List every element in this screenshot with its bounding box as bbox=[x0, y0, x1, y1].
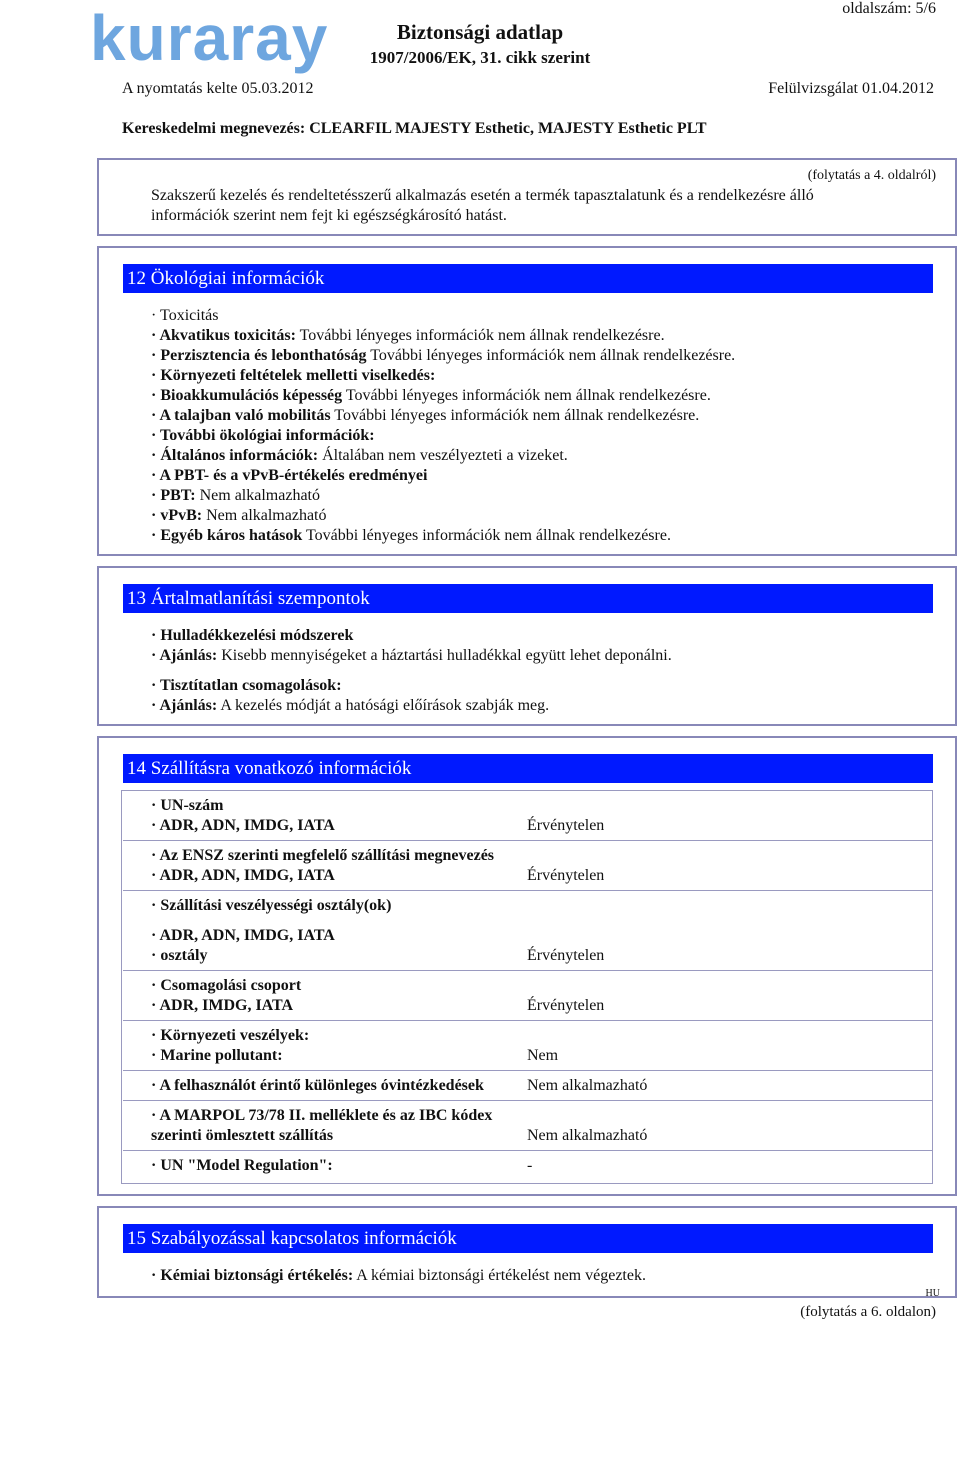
section-12 bbox=[97, 246, 957, 556]
hazard-class-value: Érvénytelen bbox=[527, 947, 605, 964]
divider bbox=[123, 1070, 933, 1071]
shipping-name-mode: · ADR, ADN, IMDG, IATA bbox=[151, 867, 335, 884]
print-date: A nyomtatás kelte 05.03.2012 bbox=[122, 80, 314, 97]
divider bbox=[123, 1150, 933, 1151]
model-regulation-value: - bbox=[527, 1157, 533, 1174]
marpol-value: Nem alkalmazható bbox=[527, 1127, 648, 1144]
marpol-label-2: szerinti ömlesztett szállítás bbox=[151, 1127, 334, 1144]
revision-date: Felülvizsgálat 01.04.2012 bbox=[768, 80, 934, 97]
kuraray-logo: kuraray bbox=[90, 2, 329, 74]
shipping-name-label: · Az ENSZ szerinti megfelelő szállítási megnevezés bbox=[151, 847, 495, 864]
shipping-name-value: Érvénytelen bbox=[527, 867, 605, 884]
packing-group-value: Érvénytelen bbox=[527, 997, 605, 1014]
divider bbox=[123, 890, 933, 891]
uncleaned-packaging: · Tisztítatlan csomagolások: bbox=[151, 677, 342, 694]
document-subtitle: 1907/2006/EK, 31. cikk szerint bbox=[369, 48, 591, 67]
intro-line-1: Szakszerű kezelés és rendeltetésszerű alkalmazás esetén a termék tapasztalatunk és a rendelkezésre álló bbox=[151, 187, 814, 204]
environmental-behaviour: · Környezeti feltételek melletti viselkedés: bbox=[151, 367, 436, 384]
marine-pollutant-label: · Marine pollutant: bbox=[151, 1047, 283, 1064]
marine-pollutant-value: Nem bbox=[527, 1047, 559, 1064]
document-title: Biztonsági adatlap bbox=[396, 20, 564, 44]
un-number-label: · UN-szám bbox=[151, 797, 224, 814]
hazard-class-label: · Szállítási veszélyességi osztály(ok) bbox=[151, 897, 392, 914]
chemical-safety-assessment: · Kémiai biztonsági értékelés: A kémiai biztonsági értékelést nem végeztek. bbox=[151, 1267, 646, 1284]
recommendation-1: · Ajánlás: Kisebb mennyiségeket a háztartási hulladékkal együtt lehet deponálni. bbox=[151, 647, 672, 664]
pbt: · PBT: Nem alkalmazható bbox=[151, 487, 320, 504]
special-precautions-value: Nem alkalmazható bbox=[527, 1077, 648, 1094]
section-14 bbox=[97, 736, 957, 1196]
aquatic-toxicity: · Akvatikus toxicitás: További lényeges információk nem állnak rendelkezésre. bbox=[151, 327, 665, 344]
bioaccumulation: · Bioakkumulációs képesség További lényeges információk nem állnak rendelkezésre. bbox=[151, 387, 711, 404]
general-info: · Általános információk: Általában nem veszélyezteti a vizeket. bbox=[151, 447, 568, 464]
un-number-mode: · ADR, ADN, IMDG, IATA bbox=[151, 817, 335, 834]
recommendation-2: · Ajánlás: A kezelés módját a hatósági előírások szabják meg. bbox=[151, 697, 550, 714]
section-13-heading: 13 Ártalmatlanítási szempontok bbox=[123, 584, 933, 613]
section-15 bbox=[97, 1206, 957, 1298]
divider bbox=[123, 970, 933, 971]
continued-from: (folytatás a 4. oldalról) bbox=[807, 168, 936, 183]
divider bbox=[123, 1020, 933, 1021]
divider bbox=[123, 1100, 933, 1101]
un-number-value: Érvénytelen bbox=[527, 817, 605, 834]
pbt-vpvb-results: · A PBT- és a vPvB-értékelés eredményei bbox=[151, 467, 428, 484]
toxicity-label: · Toxicitás bbox=[151, 307, 219, 324]
persistence: · Perzisztencia és lebonthatóság További lényeges információk nem állnak rendelkezésre. bbox=[151, 347, 736, 364]
hazard-class-mode: · ADR, ADN, IMDG, IATA bbox=[151, 927, 335, 944]
packing-group-mode: · ADR, IMDG, IATA bbox=[151, 997, 294, 1014]
trade-name: Kereskedelmi megnevezés: CLEARFIL MAJESTY Esthetic, MAJESTY Esthetic PLT bbox=[122, 120, 707, 137]
packing-group-label: · Csomagolási csoport bbox=[151, 977, 302, 994]
section-13 bbox=[97, 566, 957, 726]
page-number: oldalszám: 5/6 bbox=[842, 0, 936, 17]
divider bbox=[123, 840, 933, 841]
language-code: HU bbox=[925, 1288, 940, 1299]
vpvb: · vPvB: Nem alkalmazható bbox=[151, 507, 327, 524]
hazard-class-sub: · osztály bbox=[151, 947, 208, 964]
section-12-heading: 12 Ökológiai információk bbox=[123, 264, 933, 293]
model-regulation-label: · UN "Model Regulation": bbox=[151, 1157, 333, 1174]
marpol-label-1: · A MARPOL 73/78 II. melléklete és az IBC kódex bbox=[151, 1107, 493, 1124]
special-precautions-label: · A felhasználót érintő különleges óvintézkedések bbox=[151, 1077, 484, 1094]
waste-methods: · Hulladékkezelési módszerek bbox=[151, 627, 354, 644]
section-15-heading: 15 Szabályozással kapcsolatos információk bbox=[123, 1224, 933, 1253]
continued-to: (folytatás a 6. oldalon) bbox=[800, 1304, 936, 1320]
other-adverse-effects: · Egyéb káros hatások További lényeges információk nem állnak rendelkezésre. bbox=[151, 527, 671, 544]
section-14-heading: 14 Szállításra vonatkozó információk bbox=[123, 754, 933, 783]
env-hazards-label: · Környezeti veszélyek: bbox=[151, 1027, 310, 1044]
soil-mobility: · A talajban való mobilitás További lényeges információk nem állnak rendelkezésre. bbox=[151, 407, 700, 424]
further-eco-info: · További ökológiai információk: bbox=[151, 427, 375, 444]
intro-line-2: információk szerint nem fejt ki egészségkárosító hatást. bbox=[151, 207, 507, 224]
